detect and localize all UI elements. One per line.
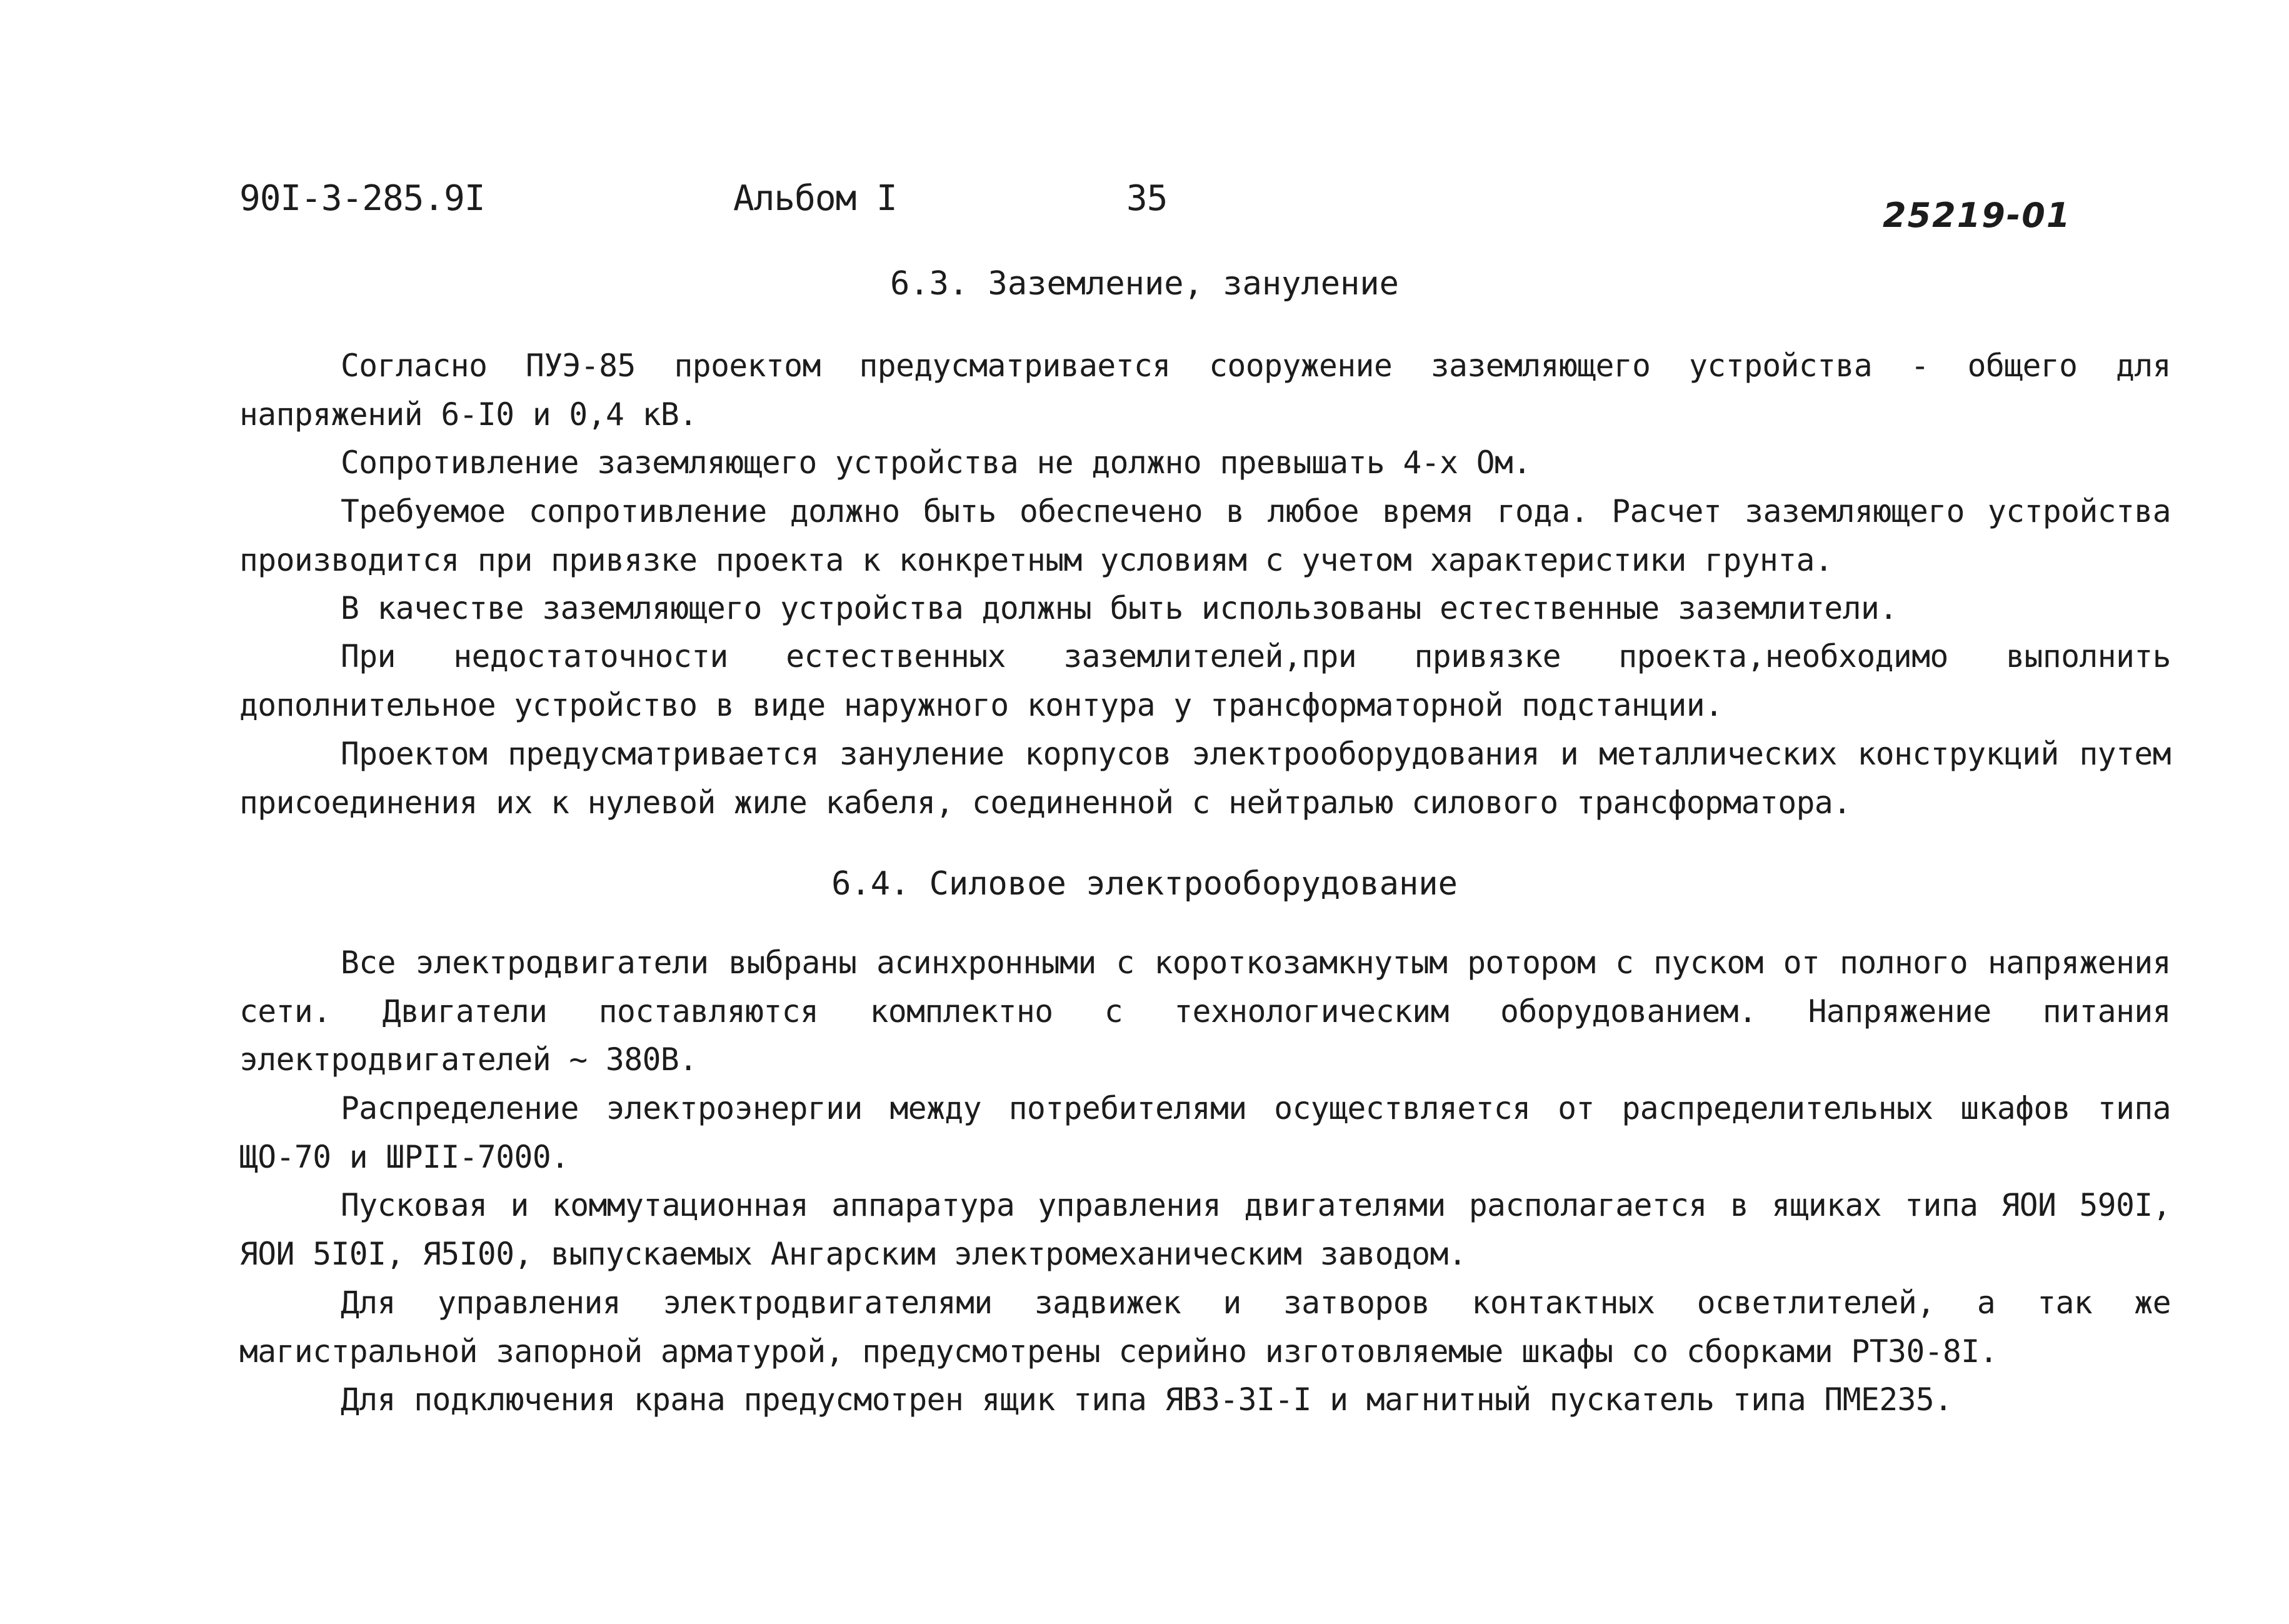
document-code: 90I-3-285.9I bbox=[239, 178, 485, 219]
section-6-4-paragraph: Для управления электродвигателями задвижек и затворов контактных осветлителей, а так же магистральной запорной арматурой, предусмотрены серийно изготовляемые шкафы со сборками РТ30-8I. bbox=[239, 1285, 2171, 1370]
inventory-number: 25219-01 bbox=[1883, 196, 2071, 235]
album-label: Альбом I bbox=[733, 178, 897, 219]
section-6-3-paragraph: Требуемое сопротивление должно быть обеспечено в любое время года. Расчет заземляющего устройства производится при привязке проекта к конкретным условиям с учетом характеристики грунта. bbox=[239, 493, 2171, 578]
section-6-3-title: 6.3. Заземление, зануление bbox=[890, 265, 1399, 303]
section-6-3-paragraph: Проектом предусматривается зануление корпусов электрооборудования и металлических конструкций путем присоединения их к нулевой жиле кабеля, соединенной с нейтралью силового трансформатора. bbox=[239, 736, 2171, 821]
section-6-4-paragraph: Для подключения крана предусмотрен ящик типа ЯВЗ-3I-I и магнитный пускатель типа ПМЕ235. bbox=[341, 1381, 1953, 1418]
section-6-3-paragraph: Сопротивление заземляющего устройства не должно превышать 4-х Ом. bbox=[341, 444, 1531, 481]
section-6-3-paragraph: В качестве заземляющего устройства должны быть использованы естественные заземлители. bbox=[341, 590, 1898, 626]
section-6-4-paragraph: Пусковая и коммутационная аппаратура управления двигателями располагается в ящиках типа ЯОИ 590I, ЯОИ 5I0I, Я5I00, выпускаемых Ангарским электромеханическим заводом. bbox=[239, 1187, 2171, 1272]
section-6-4-title: 6.4. Силовое электрооборудование bbox=[831, 865, 1458, 903]
section-6-3-paragraph: Согласно ПУЭ-85 проектом предусматривается сооружение заземляющего устройства - общего для напряжений 6-I0 и 0,4 кВ. bbox=[239, 348, 2171, 433]
section-6-4-paragraph: Все электродвигатели выбраны асинхронными с короткозамкнутым ротором с пуском от полного напряжения сети. Двигатели поставляются комплектно с технологическим оборудованием. Напряжение питания электродвигателей ~ 380В. bbox=[239, 945, 2171, 1078]
page-number: 35 bbox=[1126, 178, 1168, 219]
section-6-3-paragraph: При недостаточности естественных заземлителей,при привязке проекта,необходимо выполнить дополнительное устройство в виде наружного контура у трансформаторной подстанции. bbox=[239, 638, 2171, 723]
section-6-4-paragraph: Распределение электроэнергии между потребителями осуществляется от распределительных шкафов типа ЩО-70 и ШРII-7000. bbox=[239, 1090, 2171, 1175]
